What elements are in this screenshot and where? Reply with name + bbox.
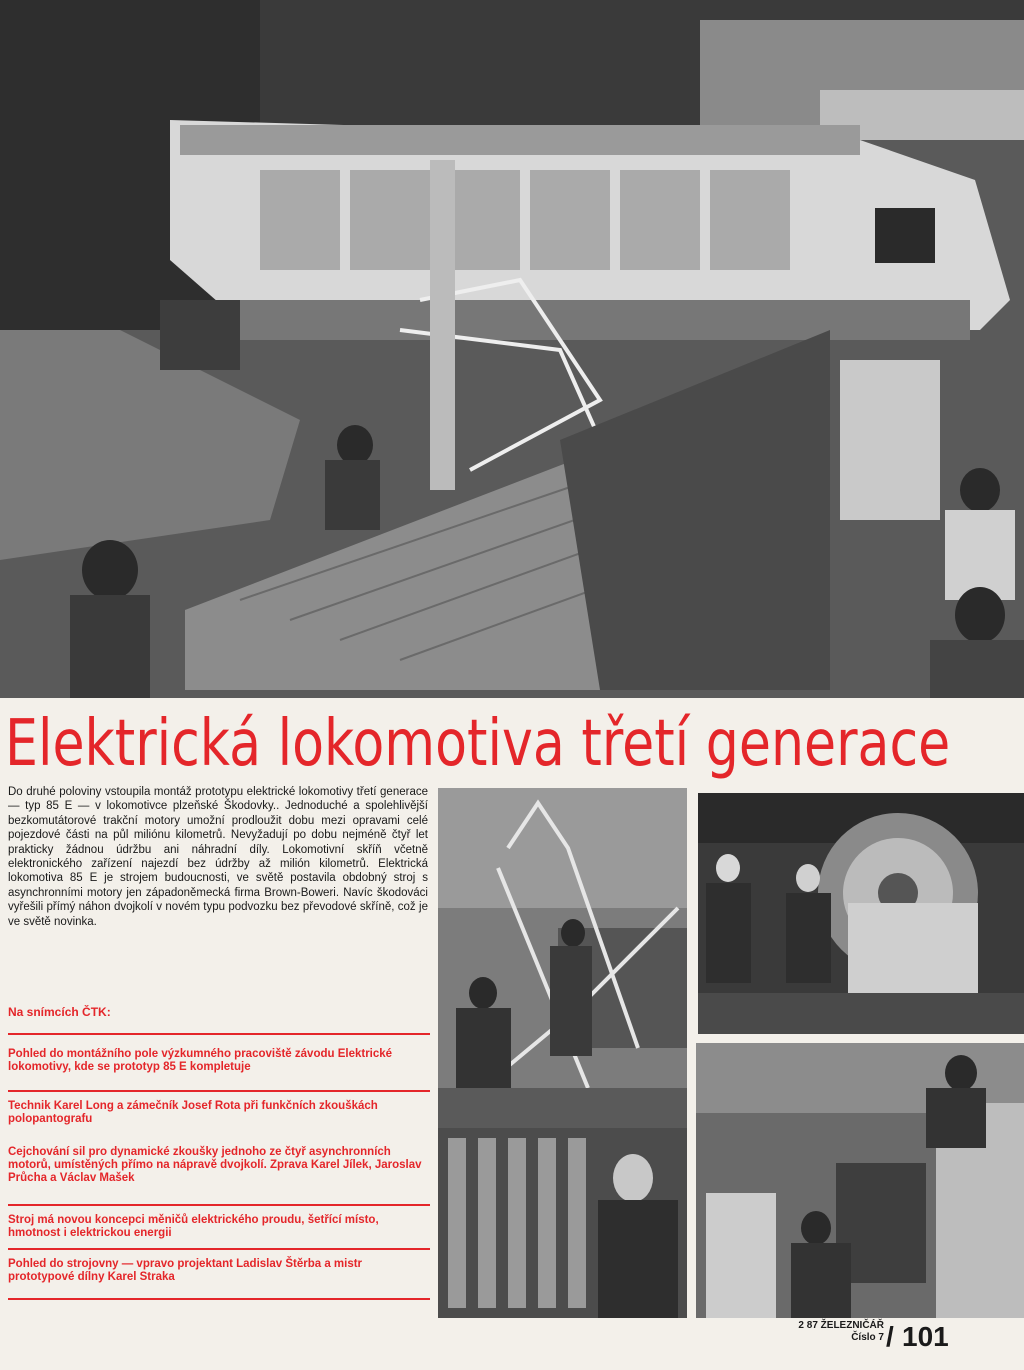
photo-engine-graphic: [696, 1043, 1024, 1318]
caption-cabinet-photo: Stroj má novou koncepci měničů elektrického proudu, šetřící místo, hmotnost i elektrickou energii: [8, 1214, 379, 1239]
caption-divider: [8, 1248, 430, 1250]
photo-motor-calibration: [698, 793, 1024, 1034]
caption-hero-photo: Pohled do montážního pole výzkumného pracoviště závodu Elektrické lokomotivy, kde se prototyp 85 E kompletuje: [8, 1048, 393, 1073]
caption-divider: [8, 1090, 430, 1092]
caption-divider: [8, 1204, 430, 1206]
photo-converter-cabinet: [438, 1128, 687, 1318]
page-footer: [674, 1320, 954, 1360]
captions-heading: Na snímcích ČTK:: [8, 1005, 111, 1019]
issue-info: [674, 1320, 884, 1344]
photo-engine-room: [696, 1043, 1024, 1318]
issue-line-2: Číslo 7: [851, 1332, 884, 1343]
caption-divider: [8, 1033, 430, 1035]
caption-motor-photo: Cejchování sil pro dynamické zkoušky jednoho ze čtyř asynchronních motorů, umístěných přímo na nápravě dvojkolí. Zprava Karel Jílek, Jaroslav Průcha a Václav Mašek: [8, 1146, 422, 1184]
photo-cabinet-graphic: [438, 1128, 687, 1318]
issue-line-1: 2 87 ŽELEZNIČÁŘ: [798, 1320, 884, 1331]
caption-engine-photo: Pohled do strojovny — vpravo projektant Ladislav Štěrba a mistr prototypové dílny Karel Straka: [8, 1258, 363, 1283]
headline: Elektrická lokomotiva třetí generace: [5, 707, 951, 781]
caption-divider: [8, 1298, 430, 1300]
caption-pantograph-photo: Technik Karel Long a zámečník Josef Rota při funkčních zkouškách polopantografu: [8, 1100, 378, 1125]
footer-slash: /: [886, 1321, 894, 1352]
page-number: 101: [902, 1321, 949, 1352]
photo-pantograph-test: [438, 788, 687, 1128]
photo-pantograph-graphic: [438, 788, 687, 1128]
photo-motor-graphic: [698, 793, 1024, 1034]
article-body: Do druhé poloviny vstoupila montáž prototypu elektrické lokomotivy třetí generace — typ 85 E — v lokomotivce plzeňské Škodovky.. Jednoduché a spolehlivější bezkomutátorové trakční motory umožní prodloužit dobu mezi opravami celé pojezdové části na půl miliónu kilometrů. Nevyžadují po dobu nejméně čtyř let prakticky žádnou údržbu ani náhradní díly. Lokomotivní skříň včetně elektronického zařízení najezdí bez údržby až milión kilometrů. Elektrická lokomotiva 85 E je strojem budoucnosti, ve světě postavila obdobný stroj s asynchronními motory jen západoněmecká firma Brown-Boweri. Navíc škodováci vyřešili přímý náhon dvojkolí v novém typu podvozku bez převodové skříně, což je ve světě novinka.: [8, 786, 428, 928]
